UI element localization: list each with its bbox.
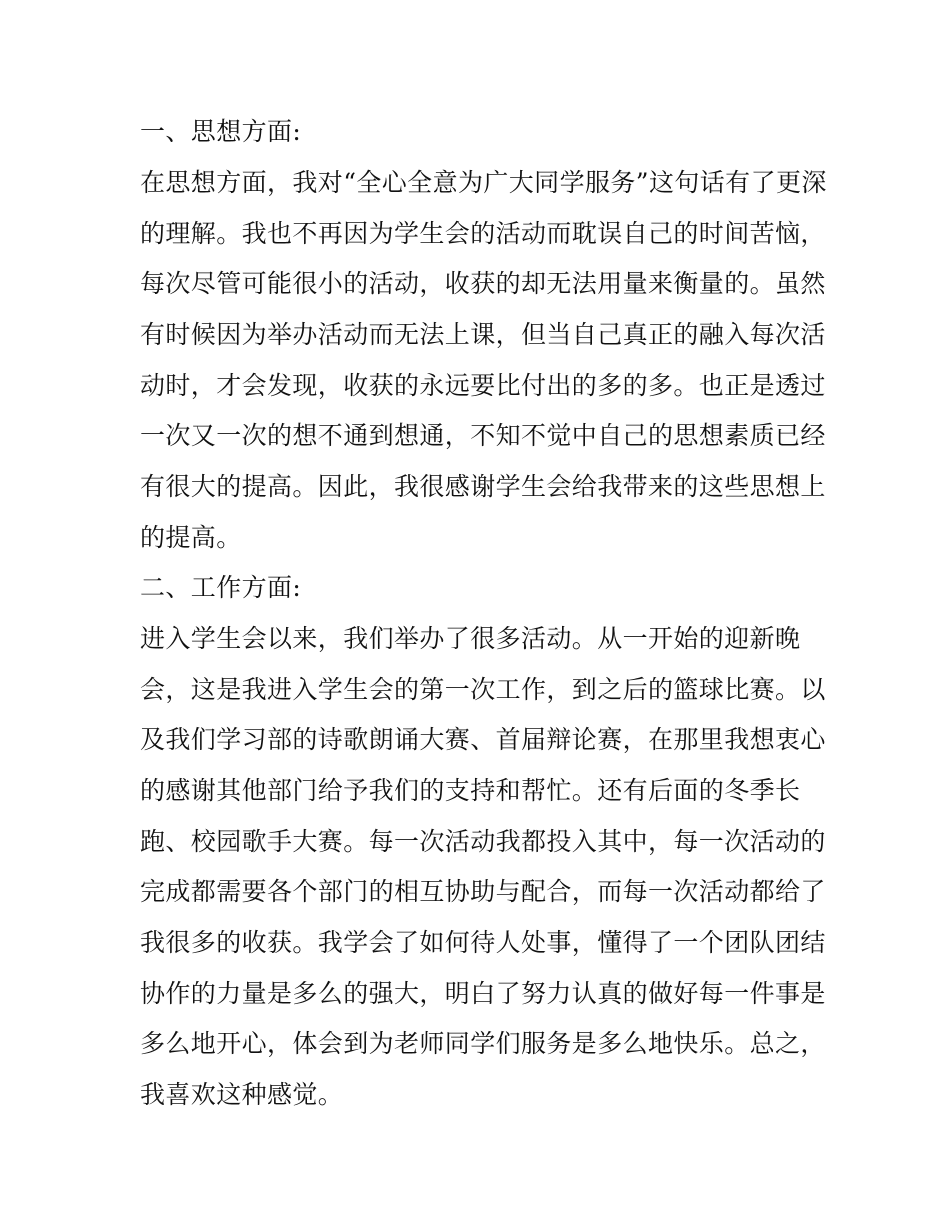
- paragraph-line: 进入学生会以来，我们举办了很多活动。从一开始的迎新晚: [140, 624, 801, 653]
- paragraph-line: 的理解。我也不再因为学生会的活动而耽误自己的时间苦恼，: [140, 219, 826, 248]
- paragraph-line: 跑、校园歌手大赛。每一次活动我都投入其中，每一次活动的: [140, 827, 826, 856]
- section-heading-work: 二、工作方面:: [140, 573, 302, 602]
- paragraph-line: 的提高。: [140, 523, 242, 552]
- paragraph-line: 有时候因为举办活动而无法上课，但当自己真正的融入每次活: [140, 320, 826, 349]
- paragraph-line: 在思想方面，我对“全心全意为广大同学服务”这句话有了更深: [140, 168, 827, 197]
- paragraph-line: 一次又一次的想不通到想通，不知不觉中自己的思想素质已经: [140, 421, 826, 450]
- paragraph-line: 每次尽管可能很小的活动，收获的却无法用量来衡量的。虽然: [140, 269, 826, 298]
- paragraph-line: 协作的力量是多么的强大，明白了努力认真的做好每一件事是: [140, 979, 826, 1008]
- paragraph-line: 我很多的收获。我学会了如何待人处事，懂得了一个团队团结: [140, 928, 826, 957]
- paragraph-line: 多么地开心，体会到为老师同学们服务是多么地快乐。总之，: [140, 1029, 826, 1058]
- section-heading-thought: 一、思想方面:: [140, 117, 302, 146]
- paragraph-line: 我喜欢这种感觉。: [140, 1080, 344, 1109]
- paragraph-line: 的感谢其他部门给予我们的支持和帮忙。还有后面的冬季长: [140, 776, 801, 805]
- paragraph-line: 会，这是我进入学生会的第一次工作，到之后的篮球比赛。以: [140, 675, 826, 704]
- paragraph-line: 及我们学习部的诗歌朗诵大赛、首届辩论赛，在那里我想衷心: [140, 725, 826, 754]
- paragraph-line: 完成都需要各个部门的相互协助与配合，而每一次活动都给了: [140, 877, 826, 906]
- paragraph-line: 有很大的提高。因此，我很感谢学生会给我带来的这些思想上: [140, 472, 826, 501]
- paragraph-line: 动时，才会发现，收获的永远要比付出的多的多。也正是透过: [140, 371, 826, 400]
